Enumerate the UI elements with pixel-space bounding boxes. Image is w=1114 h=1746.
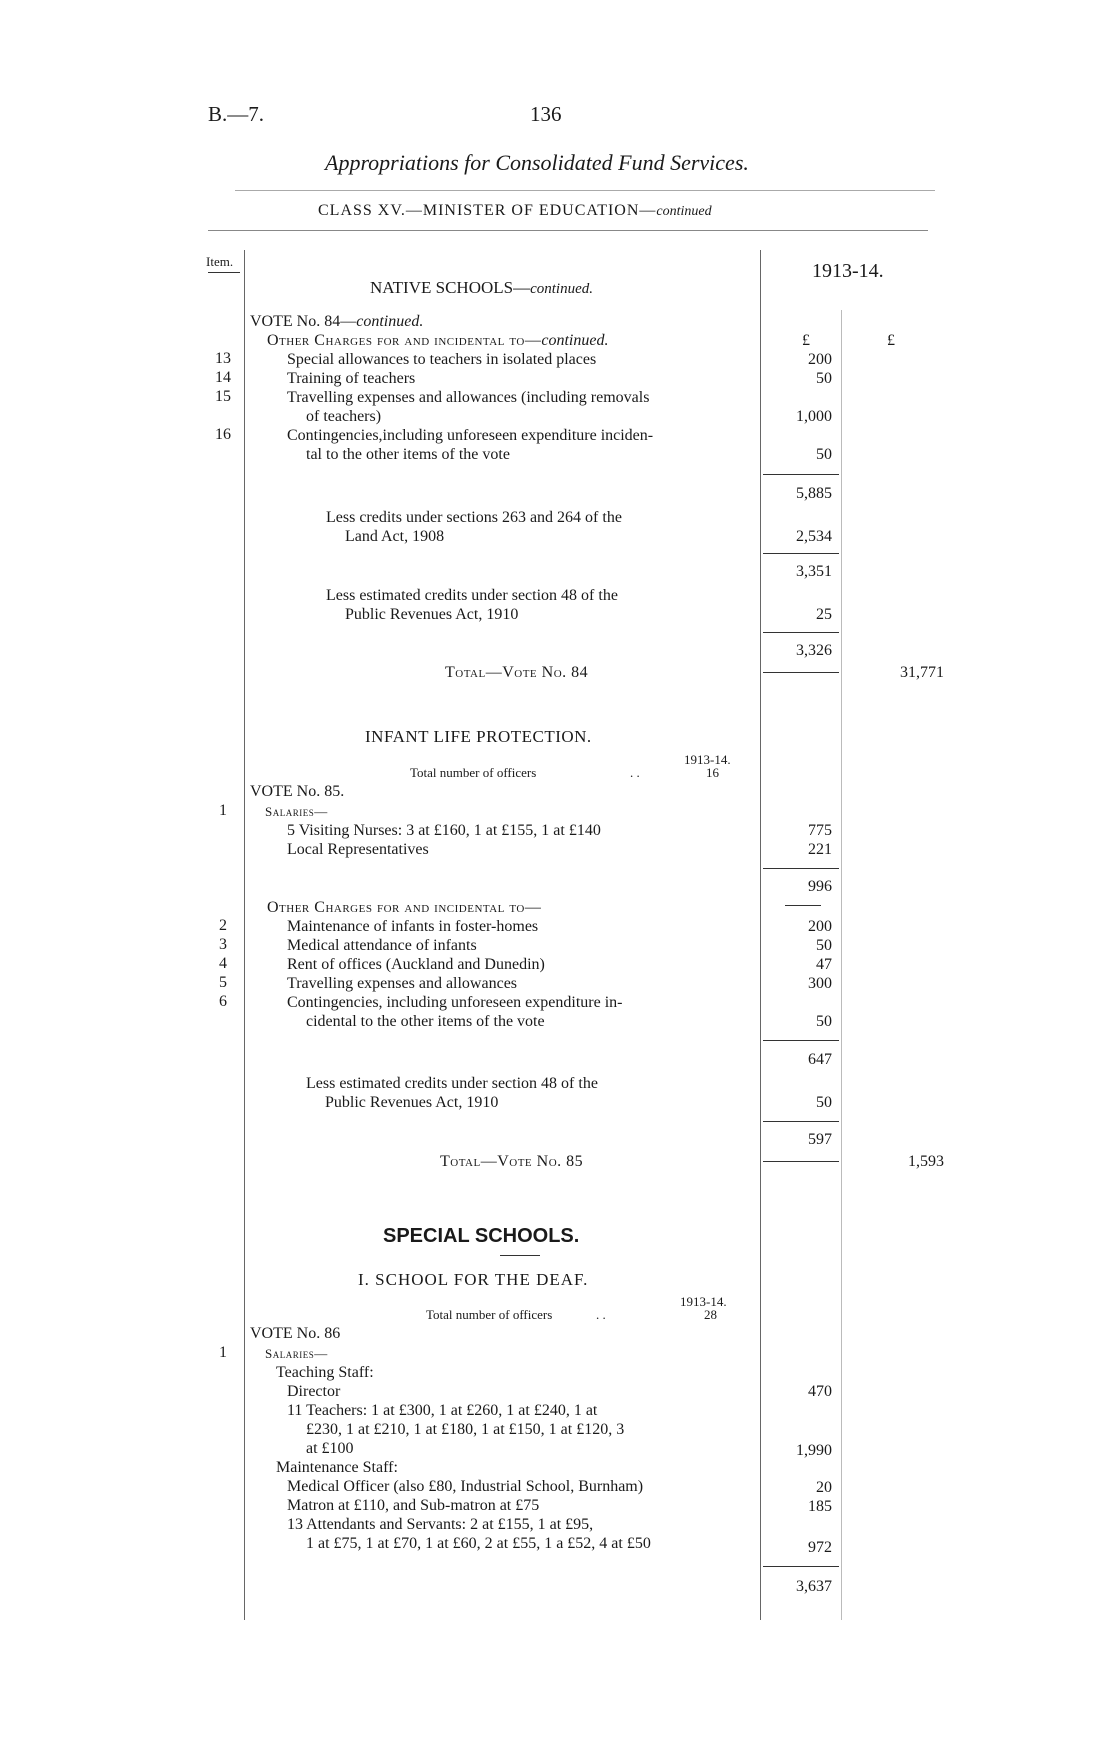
native-heading-cont: continued.: [530, 281, 593, 297]
item-number: 3: [219, 936, 227, 953]
infant-other-charges: Other Charges for and incidental to—: [267, 899, 542, 916]
amount: 1,990: [796, 1442, 832, 1459]
line-item-cont: tal to the other items of the vote: [306, 446, 510, 463]
amount-column-rule: [760, 250, 761, 1620]
maintenance-staff-label: Maintenance Staff:: [276, 1459, 398, 1476]
item-number: 5: [219, 974, 227, 991]
class-line-text: CLASS XV.—MINISTER OF EDUCATION—: [318, 202, 657, 219]
subtotal: 996: [808, 878, 832, 895]
officers-year: 1913-14.: [684, 752, 731, 767]
salaries-heading: Salaries—: [265, 804, 328, 819]
amount: 185: [808, 1498, 832, 1515]
less-credits-line-cont: Public Revenues Act, 1910: [325, 1094, 499, 1111]
officers-dots: . .: [630, 765, 640, 780]
native-other-cont: continued.: [541, 332, 609, 349]
teaching-staff-label: Teaching Staff:: [276, 1364, 374, 1381]
subtotal: 3,637: [796, 1578, 832, 1595]
line-item: Local Representatives: [287, 841, 429, 858]
class-line-cont: continued: [656, 204, 712, 219]
pound-sign-2: £: [887, 332, 895, 349]
line-item: Rent of offices (Auckland and Dunedin): [287, 956, 545, 973]
subtotal-rule: [763, 1121, 839, 1122]
amount: 775: [808, 822, 832, 839]
line-item-cont: at £100: [306, 1440, 354, 1457]
year-header: 1913-14.: [812, 260, 884, 282]
vote-86: VOTE No. 86: [250, 1325, 341, 1342]
line-item: Matron at £110, and Sub-matron at £75: [287, 1497, 540, 1514]
native-other-text: Other Charges for and incidental to—: [267, 332, 542, 349]
total-vote-85: 1,593: [908, 1153, 944, 1170]
less-credits-line-cont: Public Revenues Act, 1910: [345, 606, 519, 623]
subtotal-rule: [763, 1040, 839, 1041]
amount: 50: [816, 370, 832, 387]
title-rule: [235, 190, 935, 191]
special-heading-rule: [500, 1255, 540, 1256]
special-heading: SPECIAL SCHOOLS.: [383, 1225, 580, 1247]
amount: 50: [816, 1094, 832, 1111]
line-item-cont: of teachers): [306, 408, 382, 425]
native-other-charges: [267, 331, 608, 350]
item-number: 14: [215, 369, 231, 386]
line-item: Medical Officer (also £80, Industrial School, Burnham): [287, 1478, 644, 1495]
amount: 50: [816, 446, 832, 463]
pound-sign-1: £: [802, 332, 810, 349]
item-number: 15: [215, 388, 231, 405]
item-number: 6: [219, 993, 227, 1010]
native-heading: [370, 278, 593, 299]
subtotal: 647: [808, 1051, 832, 1068]
amount: 972: [808, 1539, 832, 1556]
less-credits-line: Less credits under sections 263 and 264 of the: [326, 509, 622, 526]
total-vote-84: 31,771: [900, 664, 944, 681]
amount: 20: [816, 1479, 832, 1496]
amount: 200: [808, 918, 832, 935]
amount: 47: [816, 956, 832, 973]
amount: 200: [808, 351, 832, 368]
line-item: Training of teachers: [287, 370, 416, 387]
short-rule: [785, 905, 821, 906]
subtotal: 5,885: [796, 485, 832, 502]
item-column-rule: [244, 250, 245, 1620]
amount: 50: [816, 937, 832, 954]
infant-heading: INFANT LIFE PROTECTION.: [365, 727, 592, 746]
total-rule: [763, 672, 839, 673]
item-number: 1: [219, 802, 227, 819]
officers-year: 1913-14.: [680, 1294, 727, 1309]
subtotal-rule: [763, 474, 839, 475]
officers-dots: . .: [596, 1307, 606, 1322]
line-item-cont: 1 at £75, 1 at £70, 1 at £60, 2 at £55, 1 a £52, 4 at £50: [306, 1535, 651, 1552]
page-number: 136: [530, 102, 562, 126]
amount: 300: [808, 975, 832, 992]
vote-85: VOTE No. 85.: [250, 783, 345, 800]
class-line: [318, 202, 712, 220]
class-rule: [208, 230, 928, 231]
item-number: 4: [219, 955, 227, 972]
total-vote-84-label: Total—Vote No. 84: [445, 664, 589, 681]
line-item-cont: £230, 1 at £210, 1 at £180, 1 at £150, 1 at £120, 3: [306, 1421, 625, 1438]
officers-label: Total number of officers: [410, 765, 537, 780]
total-column-rule: [841, 310, 842, 1620]
amount: 2,534: [796, 528, 832, 545]
native-heading-text: NATIVE SCHOOLS—: [370, 278, 531, 297]
line-item: Director: [287, 1383, 341, 1400]
item-header: Item.: [206, 254, 234, 269]
item-number: 1: [219, 1344, 227, 1361]
line-item-cont: cidental to the other items of the vote: [306, 1013, 545, 1030]
line-item: Contingencies, including unforeseen expenditure in-: [287, 994, 623, 1011]
deaf-school-heading: I. SCHOOL FOR THE DEAF.: [358, 1270, 589, 1289]
page-title: Appropriations for Consolidated Fund Services.: [325, 150, 749, 175]
amount: 25: [816, 606, 832, 623]
subtotal-rule: [763, 868, 839, 869]
line-item: 11 Teachers: 1 at £300, 1 at £260, 1 at £240, 1 at: [287, 1402, 598, 1419]
amount: 221: [808, 841, 832, 858]
subtotal: 597: [808, 1131, 832, 1148]
total-rule: [763, 1161, 839, 1162]
subtotal-rule: [763, 632, 839, 633]
item-number: 16: [215, 426, 231, 443]
line-item: Contingencies,including unforeseen expenditure inciden-: [287, 427, 654, 444]
subtotal-rule: [763, 553, 839, 554]
salaries-heading: Salaries—: [265, 1346, 328, 1361]
vote-84: [250, 312, 423, 331]
subtotal: 3,351: [796, 563, 832, 580]
officers-count: 28: [704, 1307, 717, 1322]
line-item: Maintenance of infants in foster-homes: [287, 918, 539, 935]
item-number: 2: [219, 917, 227, 934]
page-ref: B.—7.: [208, 102, 265, 126]
line-item: Special allowances to teachers in isolated places: [287, 351, 597, 368]
line-item: Travelling expenses and allowances (including removals: [287, 389, 650, 406]
less-credits-line: Less estimated credits under section 48 of the: [326, 587, 618, 604]
less-credits-line: Less estimated credits under section 48 of the: [306, 1075, 598, 1092]
amount: 1,000: [796, 408, 832, 425]
line-item: Medical attendance of infants: [287, 937, 477, 954]
vote-84-cont: continued.: [356, 313, 424, 330]
subtotal: 3,326: [796, 642, 832, 659]
officers-count: 16: [706, 765, 719, 780]
officers-label: Total number of officers: [426, 1307, 553, 1322]
amount: 50: [816, 1013, 832, 1030]
line-item: Travelling expenses and allowances: [287, 975, 518, 992]
total-vote-85-label: Total—Vote No. 85: [440, 1153, 584, 1170]
line-item: 5 Visiting Nurses: 3 at £160, 1 at £155, 1 at £140: [287, 822, 601, 839]
vote-84-text: VOTE No. 84—: [250, 313, 357, 330]
less-credits-line-cont: Land Act, 1908: [345, 528, 445, 545]
subtotal-rule: [763, 1566, 839, 1567]
line-item: 13 Attendants and Servants: 2 at £155, 1 at £95,: [287, 1516, 594, 1533]
item-header-rule: [208, 272, 240, 273]
amount: 470: [808, 1383, 832, 1400]
item-number: 13: [215, 350, 231, 367]
